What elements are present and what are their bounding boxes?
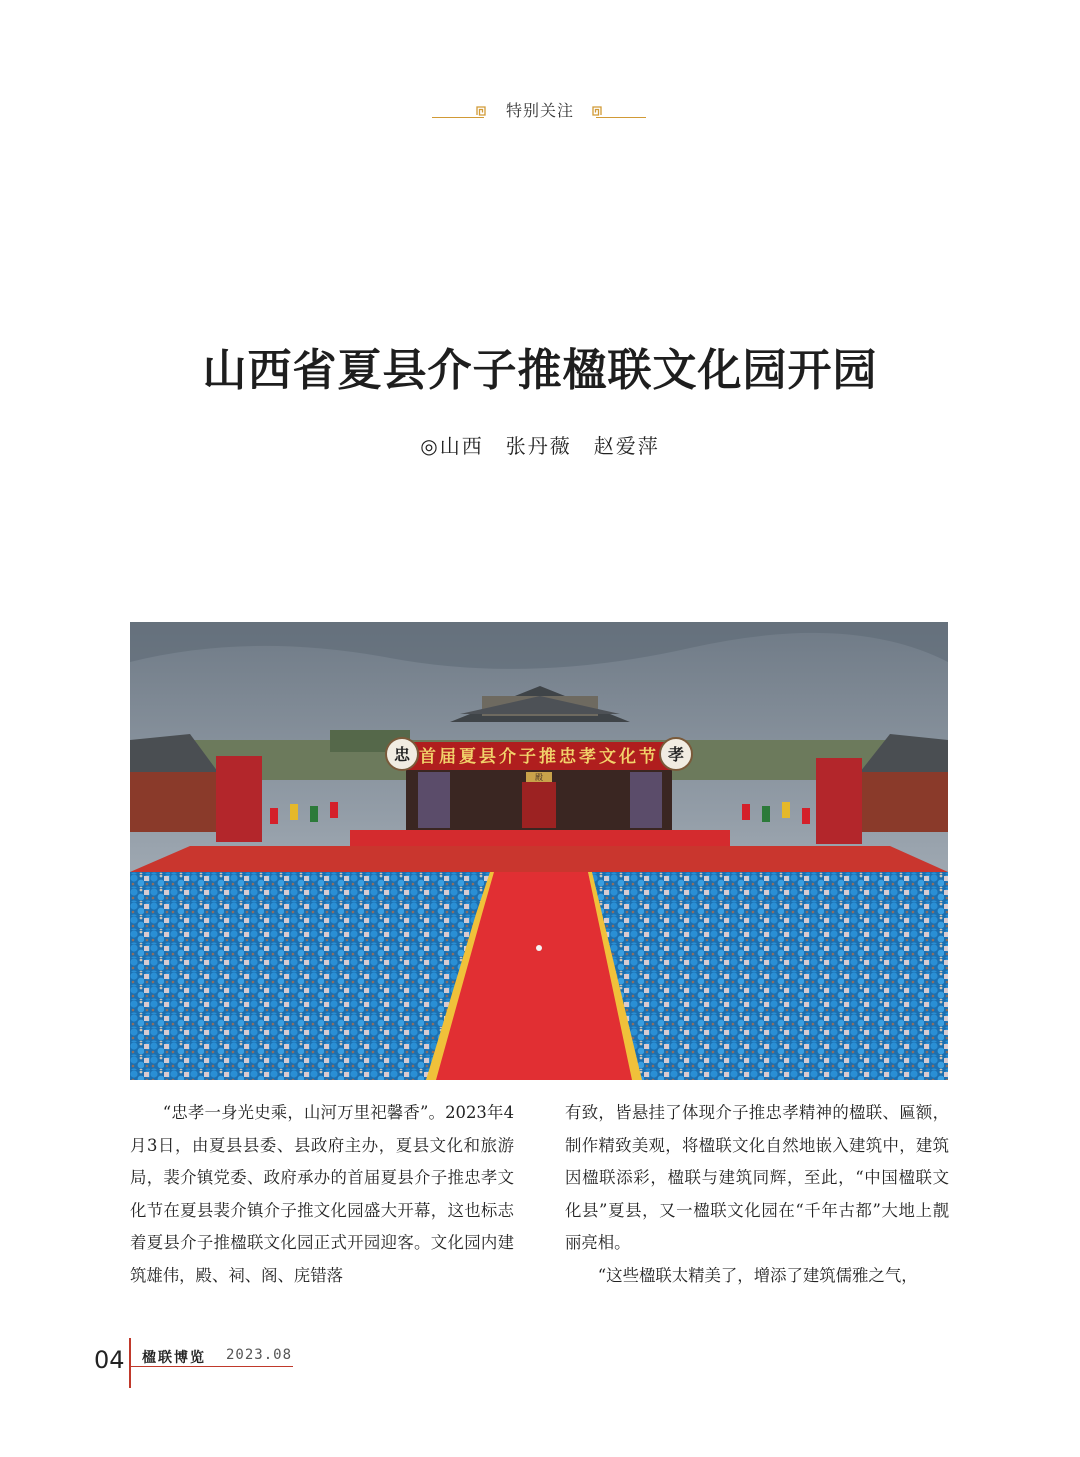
journal-name: 楹联博览 xyxy=(142,1350,206,1366)
body-column-right xyxy=(565,1097,949,1293)
issue-number: 2023.08 xyxy=(226,1347,293,1363)
banner-text: 首届夏县介子推忠孝文化节 xyxy=(419,747,659,767)
audience-right xyxy=(588,872,948,1080)
left-medallion xyxy=(386,738,418,770)
header-rule-left xyxy=(432,117,484,118)
page-number: 04 xyxy=(94,1346,125,1374)
right-medallion xyxy=(660,738,692,770)
article-title: 山西省夏县介子推楹联文化园开园 xyxy=(202,345,878,396)
festival-photo xyxy=(130,622,948,1080)
body-column-left xyxy=(130,1097,514,1293)
header-rule-right xyxy=(596,117,646,118)
medallion-text-left: 忠 xyxy=(393,745,411,764)
body-paragraph: “忠孝一身光史乘，山河万里祀馨香”。2023年4月3日，由夏县县委、县政府主办，夏县文化和旅游局，裴介镇党委、政府承办的首届夏县介子推忠孝文化节在夏县裴介镇介子推文化园盛大开幕，这也标志着夏县介子推楹联文化园正式开园迎客。文化园内建筑雄伟，殿、祠、阁、庑错落 xyxy=(130,1103,514,1285)
body-paragraph: “这些楹联太精美了，增添了建筑儒雅之气， xyxy=(597,1265,918,1285)
article-byline: ◎山西 张丹薇 赵爱萍 xyxy=(420,434,660,458)
section-header xyxy=(0,96,1080,126)
body-paragraph: 有致，皆悬挂了体现介子推忠孝精神的楹联、匾额，制作精致美观，将楹联文化自然地嵌入建筑中，建筑因楹联添彩，楹联与建筑同辉，至此，“中国楹联文化县”夏县，又一楹联文化园在“千年古都”大地上靓丽亮相。 xyxy=(565,1103,949,1253)
fret-ornament-icon xyxy=(476,106,486,116)
section-label: 特别关注 xyxy=(505,101,574,120)
hall-plaque-text: 殿 xyxy=(535,773,543,782)
medallion-text-right: 孝 xyxy=(667,745,685,764)
footer-vertical-rule xyxy=(129,1338,131,1388)
fret-ornament-icon xyxy=(592,106,602,116)
